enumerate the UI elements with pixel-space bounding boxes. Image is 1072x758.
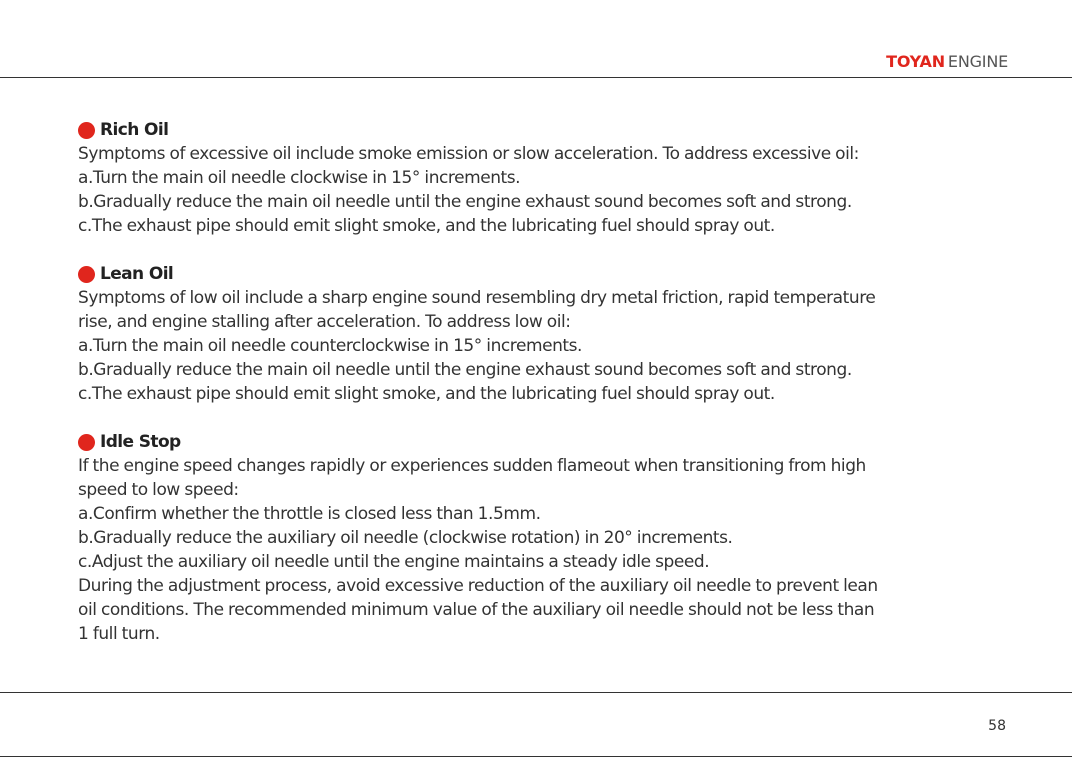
paragraph-line: c.The exhaust pipe should emit slight smoke, and the lubricating fuel should spray out.: [78, 384, 775, 404]
paragraph-line: c.Adjust the auxiliary oil needle until the engine maintains a steady idle speed.: [78, 552, 710, 572]
paragraph-line: a.Turn the main oil needle counterclockwise in 15° increments.: [78, 336, 582, 356]
paragraph-line: Symptoms of low oil include a sharp engine sound resembling dry metal friction, rapid temperature: [78, 288, 876, 308]
paragraph-line: b.Gradually reduce the main oil needle until the engine exhaust sound becomes soft and strong.: [78, 192, 852, 212]
section-title: Rich Oil: [100, 120, 169, 140]
header-divider: [0, 77, 1072, 78]
paragraph-line: a.Confirm whether the throttle is closed less than 1.5mm.: [78, 504, 541, 524]
paragraph-line: speed to low speed:: [78, 480, 239, 500]
section-heading: [78, 430, 1008, 454]
paragraph-line: rise, and engine stalling after acceleration. To address low oil:: [78, 312, 571, 332]
paragraph-line: oil conditions. The recommended minimum value of the auxiliary oil needle should not be less than: [78, 600, 875, 620]
paragraph-line: 1 full turn.: [78, 624, 160, 644]
paragraph-line: During the adjustment process, avoid excessive reduction of the auxiliary oil needle to prevent lean: [78, 576, 878, 596]
paragraph-line: c.The exhaust pipe should emit slight smoke, and the lubricating fuel should spray out.: [78, 216, 775, 236]
section-lean-oil: [78, 262, 1008, 406]
paragraph-line: a.Turn the main oil needle clockwise in 15° increments.: [78, 168, 521, 188]
paragraph-line: b.Gradually reduce the main oil needle until the engine exhaust sound becomes soft and strong.: [78, 360, 852, 380]
red-dot-icon: [78, 266, 95, 283]
red-dot-icon: [78, 122, 95, 139]
footer-divider: [0, 692, 1072, 693]
section-title: Idle Stop: [100, 432, 181, 452]
brand-name-light: ENGINE: [947, 52, 1008, 71]
page-content: [78, 118, 1008, 670]
paragraph-line: If the engine speed changes rapidly or experiences sudden flameout when transitioning from high: [78, 456, 866, 476]
section-idle-stop: [78, 430, 1008, 646]
brand-logo: [886, 52, 1008, 72]
brand-name-strong: TOYAN: [886, 52, 945, 71]
section-title: Lean Oil: [100, 264, 174, 284]
section-heading: [78, 118, 1008, 142]
paragraph-line: b.Gradually reduce the auxiliary oil needle (clockwise rotation) in 20° increments.: [78, 528, 733, 548]
section-heading: [78, 262, 1008, 286]
page-number: 58: [988, 718, 1006, 734]
red-dot-icon: [78, 434, 95, 451]
paragraph-line: Symptoms of excessive oil include smoke emission or slow acceleration. To address excessive oil:: [78, 144, 859, 164]
footer-bottom-divider: [0, 756, 1072, 757]
section-rich-oil: [78, 118, 1008, 238]
